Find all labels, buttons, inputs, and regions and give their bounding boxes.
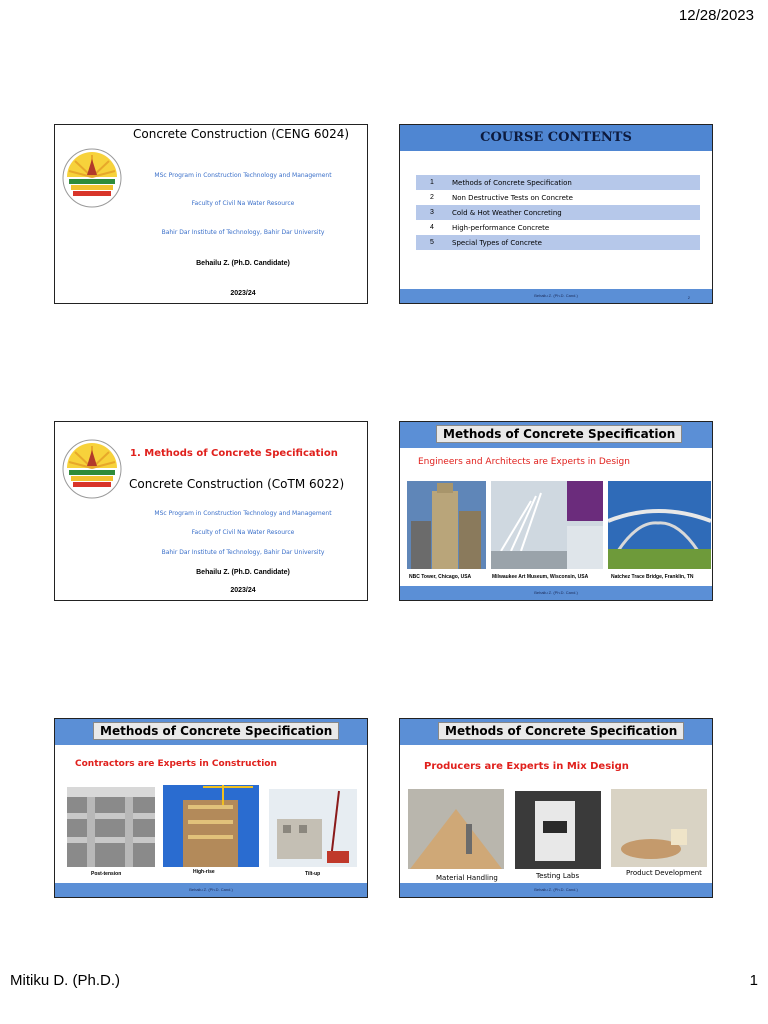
slide-4 bbox=[399, 421, 713, 601]
program-line: MSc Program in Construction Technology and Management bbox=[154, 510, 332, 517]
tilt-up-photo bbox=[269, 789, 357, 867]
presenter-line: Behailu Z. (Ph.D. Candidate) bbox=[196, 260, 290, 267]
slide-2 bbox=[399, 124, 713, 304]
institute-line: Bahir Dar Institute of Technology, Bahir Dar University bbox=[161, 229, 325, 236]
photo-caption: Product Development bbox=[626, 869, 702, 877]
photo-caption: Material Handling bbox=[436, 874, 498, 882]
slide-subtitle: Engineers and Architects are Experts in Design bbox=[418, 457, 630, 467]
slide-3 bbox=[54, 421, 368, 601]
table-row: 4 High-performance Concrete bbox=[430, 223, 550, 232]
university-logo bbox=[61, 147, 123, 209]
nbc-tower-photo bbox=[407, 481, 486, 569]
faculty-line: Faculty of Civil Na Water Resource bbox=[191, 200, 295, 207]
post-tension-photo bbox=[67, 787, 155, 867]
slide-title: Methods of Concrete Specification bbox=[436, 425, 682, 443]
slide-subtitle: Producers are Experts in Mix Design bbox=[424, 761, 629, 772]
milwaukee-art-museum-photo bbox=[491, 481, 603, 569]
author-footer: Mitiku D. (Ph.D.) bbox=[10, 972, 121, 989]
year-line: 2023/24 bbox=[230, 290, 256, 297]
page-number: 1 bbox=[749, 972, 758, 989]
table-row: 5 Special Types of Concrete bbox=[416, 235, 700, 250]
photo-caption: Tilt-up bbox=[305, 871, 321, 877]
slide-footer: Behailu Z. (Ph.D. Cand.) bbox=[400, 289, 712, 303]
slide-title: Concrete Construction (CoTM 6022) bbox=[129, 477, 345, 491]
university-logo bbox=[61, 438, 123, 500]
testing-labs-photo bbox=[515, 791, 601, 869]
photo-caption: Testing Labs bbox=[536, 872, 580, 880]
table-row: 3 Cold & Hot Weather Concreting bbox=[416, 205, 700, 220]
year-line: 2023/24 bbox=[230, 587, 256, 594]
photo-caption: Milwaukee Art Museum, Wisconsin, USA bbox=[492, 574, 589, 580]
photo-caption: Natchez Trace Bridge, Franklin, TN bbox=[611, 574, 694, 580]
slide-5 bbox=[54, 718, 368, 898]
high-rise-photo bbox=[163, 785, 259, 867]
slide-title: Methods of Concrete Specification bbox=[93, 722, 339, 740]
slide-footer: Behailu Z. (Ph.D. Cand.) bbox=[400, 586, 712, 600]
faculty-line: Faculty of Civil Na Water Resource bbox=[191, 529, 295, 536]
table-row: 2 Non Destructive Tests on Concrete bbox=[430, 193, 573, 202]
natchez-trace-bridge-photo bbox=[608, 481, 711, 569]
slide-1 bbox=[54, 124, 368, 304]
photo-caption: High-rise bbox=[193, 869, 215, 875]
program-line: MSc Program in Construction Technology and Management bbox=[154, 172, 332, 179]
course-contents-heading: COURSE CONTENTS bbox=[400, 125, 712, 151]
product-development-photo bbox=[611, 789, 707, 867]
slide-title: Concrete Construction (CENG 6024) bbox=[133, 127, 350, 141]
material-handling-photo bbox=[408, 789, 504, 869]
course-table bbox=[416, 175, 700, 250]
slide-footer: Behailu Z. (Ph.D. Cand.) bbox=[400, 883, 712, 897]
photo-caption: Post-tension bbox=[91, 871, 122, 877]
presenter-line: Behailu Z. (Ph.D. Candidate) bbox=[196, 569, 290, 576]
table-row: 1 Methods of Concrete Specification bbox=[416, 175, 700, 190]
print-date: 12/28/2023 bbox=[678, 7, 754, 24]
slide-footer: Behailu Z. (Ph.D. Cand.) bbox=[55, 883, 367, 897]
photo-caption: NBC Tower, Chicago, USA bbox=[409, 574, 472, 580]
slide-page-number: 2 bbox=[687, 295, 690, 300]
slide-subtitle: Contractors are Experts in Construction bbox=[75, 759, 277, 769]
section-heading: 1. Methods of Concrete Specification bbox=[130, 448, 338, 459]
institute-line: Bahir Dar Institute of Technology, Bahir Dar University bbox=[161, 549, 325, 556]
slide-6 bbox=[399, 718, 713, 898]
slide-title: Methods of Concrete Specification bbox=[438, 722, 684, 740]
